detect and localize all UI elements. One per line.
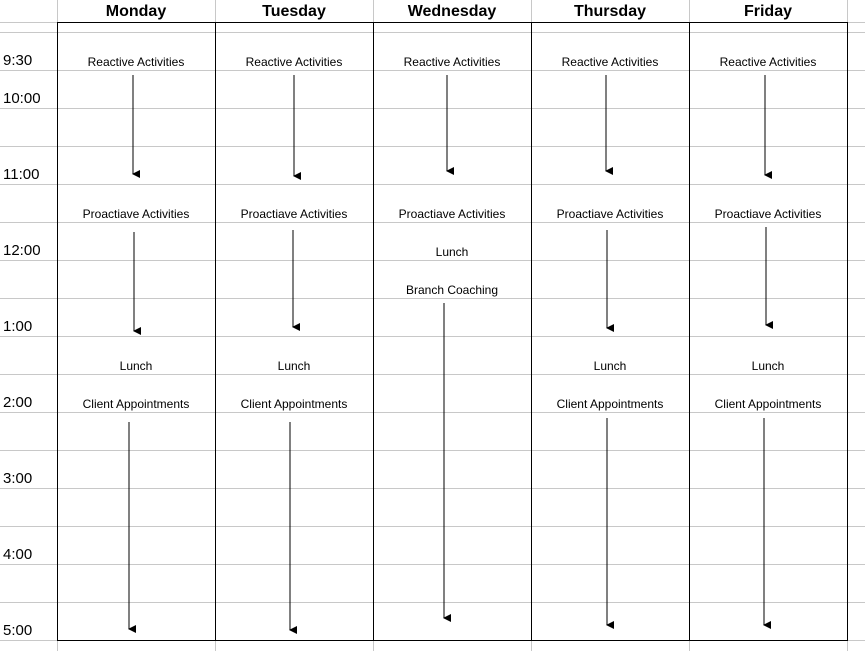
- wednesday-proactive-cell[interactable]: Proactiave Activities: [398, 207, 506, 221]
- thursday-reactive-cell[interactable]: Reactive Activities: [561, 55, 659, 69]
- day-header-thursday[interactable]: Thursday: [573, 3, 646, 20]
- time-label[interactable]: 12:00: [3, 242, 41, 259]
- time-label[interactable]: 3:00: [3, 470, 33, 487]
- time-label[interactable]: 2:00: [3, 394, 33, 411]
- thursday-appointments-cell[interactable]: Client Appointments: [556, 397, 664, 411]
- tuesday-lunch-cell[interactable]: Lunch: [277, 359, 311, 373]
- monday-proactive-cell[interactable]: Proactiave Activities: [82, 207, 190, 221]
- friday-lunch-cell[interactable]: Lunch: [751, 359, 785, 373]
- monday-lunch-cell[interactable]: Lunch: [119, 359, 153, 373]
- friday-reactive-cell[interactable]: Reactive Activities: [719, 55, 817, 69]
- day-header-tuesday[interactable]: Tuesday: [262, 3, 326, 20]
- day-header-friday[interactable]: Friday: [743, 3, 792, 20]
- monday-reactive-cell[interactable]: Reactive Activities: [87, 55, 185, 69]
- day-header-monday[interactable]: Monday: [105, 3, 167, 20]
- friday-proactive-cell[interactable]: Proactiave Activities: [714, 207, 822, 221]
- time-label[interactable]: 10:00: [3, 90, 41, 107]
- monday-appointments-cell[interactable]: Client Appointments: [82, 397, 190, 411]
- day-header-wednesday[interactable]: Wednesday: [407, 3, 497, 20]
- thursday-proactive-cell[interactable]: Proactiave Activities: [556, 207, 664, 221]
- thursday-lunch-cell[interactable]: Lunch: [593, 359, 627, 373]
- time-label[interactable]: 1:00: [3, 318, 33, 335]
- friday-appointments-cell[interactable]: Client Appointments: [714, 397, 822, 411]
- time-label[interactable]: 9:30: [3, 52, 33, 69]
- time-label[interactable]: 5:00: [3, 622, 33, 639]
- tuesday-appointments-cell[interactable]: Client Appointments: [240, 397, 348, 411]
- wednesday-lunch-cell[interactable]: Lunch: [435, 245, 469, 259]
- time-label[interactable]: 11:00: [3, 166, 40, 183]
- wednesday-reactive-cell[interactable]: Reactive Activities: [403, 55, 501, 69]
- tuesday-proactive-cell[interactable]: Proactiave Activities: [240, 207, 348, 221]
- wednesday-coaching-cell[interactable]: Branch Coaching: [405, 283, 499, 297]
- tuesday-reactive-cell[interactable]: Reactive Activities: [245, 55, 343, 69]
- time-label[interactable]: 4:00: [3, 546, 33, 563]
